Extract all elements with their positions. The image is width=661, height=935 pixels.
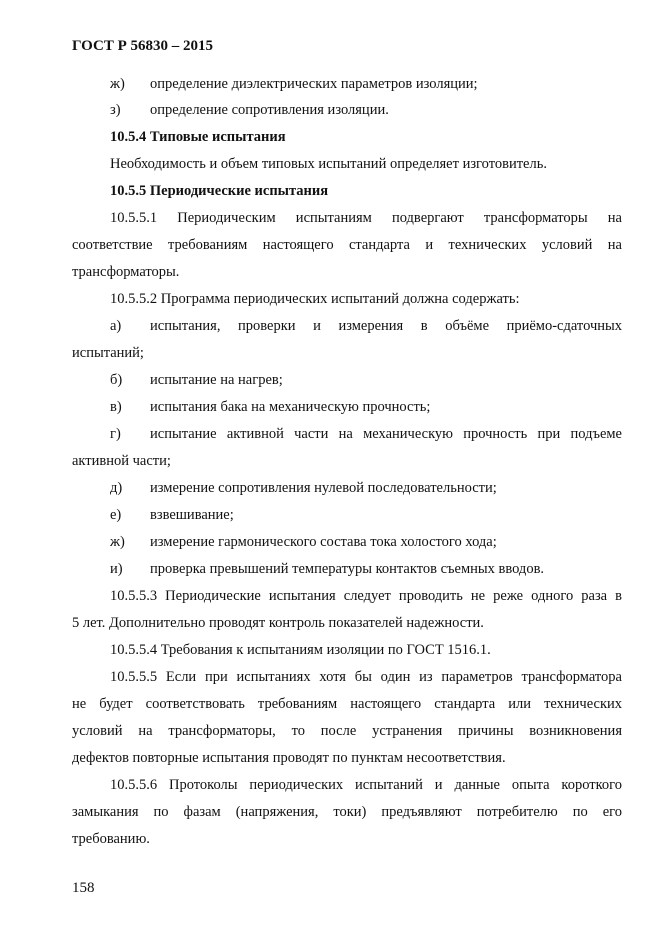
paragraph-line: условий на трансформаторы, то после устранения причины возникновения bbox=[72, 723, 622, 739]
section-heading-10-5-4: 10.5.4 Типовые испытания bbox=[110, 129, 286, 145]
paragraph-line: замыкания по фазам (напряжения, токи) предъявляют потребителю по его bbox=[72, 804, 622, 820]
paragraph-line: требованию. bbox=[72, 831, 150, 847]
list-item-text: определение диэлектрических параметров изоляции; bbox=[150, 76, 478, 92]
document-header: ГОСТ Р 56830 – 2015 bbox=[72, 38, 214, 54]
paragraph-line: соответствие требованиям настоящего стандарта и технических условий на bbox=[72, 237, 622, 253]
paragraph-line: дефектов повторные испытания проводят по пунктам несоответствия. bbox=[72, 750, 506, 766]
paragraph-line: 10.5.5.3 Периодические испытания следует проводить не реже одного раза в bbox=[110, 588, 622, 604]
paragraph-text: Необходимость и объем типовых испытаний определяет изготовитель. bbox=[110, 156, 547, 172]
page-number: 158 bbox=[72, 880, 95, 896]
list-item-label: з) bbox=[110, 102, 121, 118]
section-heading-10-5-5: 10.5.5 Периодические испытания bbox=[110, 183, 329, 199]
paragraph-line: 10.5.5.5 Если при испытаниях хотя бы один из параметров трансформатора bbox=[110, 669, 622, 685]
list-item-continuation: испытаний; bbox=[72, 345, 144, 361]
list-item-text: проверка превышений температуры контактов съемных вводов. bbox=[150, 561, 545, 577]
paragraph-line: трансформаторы. bbox=[72, 264, 180, 280]
list-item-label: ж) bbox=[110, 534, 125, 550]
list-item-label: б) bbox=[110, 372, 123, 388]
paragraph-line: не будет соответствовать требованиям настоящего стандарта или технических bbox=[72, 696, 622, 712]
list-item-label: ж) bbox=[110, 76, 125, 92]
list-item-text: испытания, проверки и измерения в объёме приёмо-сдаточных bbox=[150, 318, 622, 334]
list-item-continuation: активной части; bbox=[72, 453, 171, 469]
paragraph-line: 10.5.5.1 Периодическим испытаниям подвергают трансформаторы на bbox=[110, 210, 622, 226]
paragraph-line: 10.5.5.2 Программа периодических испытаний должна содержать: bbox=[110, 291, 520, 307]
list-item-text: испытание на нагрев; bbox=[150, 372, 283, 388]
list-item-label: е) bbox=[110, 507, 122, 523]
list-item-text: измерение гармонического состава тока холостого хода; bbox=[150, 534, 497, 550]
list-item-label: г) bbox=[110, 426, 121, 442]
list-item-text: испытание активной части на механическую прочность при подъеме bbox=[150, 426, 622, 442]
list-item-text: определение сопротивления изоляции. bbox=[150, 102, 389, 118]
paragraph-line: 5 лет. Дополнительно проводят контроль показателей надежности. bbox=[72, 615, 484, 631]
paragraph-line: 10.5.5.6 Протоколы периодических испытаний и данные опыта короткого bbox=[110, 777, 622, 793]
list-item-text: взвешивание; bbox=[150, 507, 234, 523]
list-item-label: в) bbox=[110, 399, 122, 415]
list-item-text: измерение сопротивления нулевой последовательности; bbox=[150, 480, 497, 496]
paragraph-line: 10.5.5.4 Требования к испытаниям изоляции по ГОСТ 1516.1. bbox=[110, 642, 491, 658]
list-item-label: и) bbox=[110, 561, 123, 577]
list-item-text: испытания бака на механическую прочность; bbox=[150, 399, 431, 415]
list-item-label: а) bbox=[110, 318, 122, 334]
list-item-label: д) bbox=[110, 480, 123, 496]
